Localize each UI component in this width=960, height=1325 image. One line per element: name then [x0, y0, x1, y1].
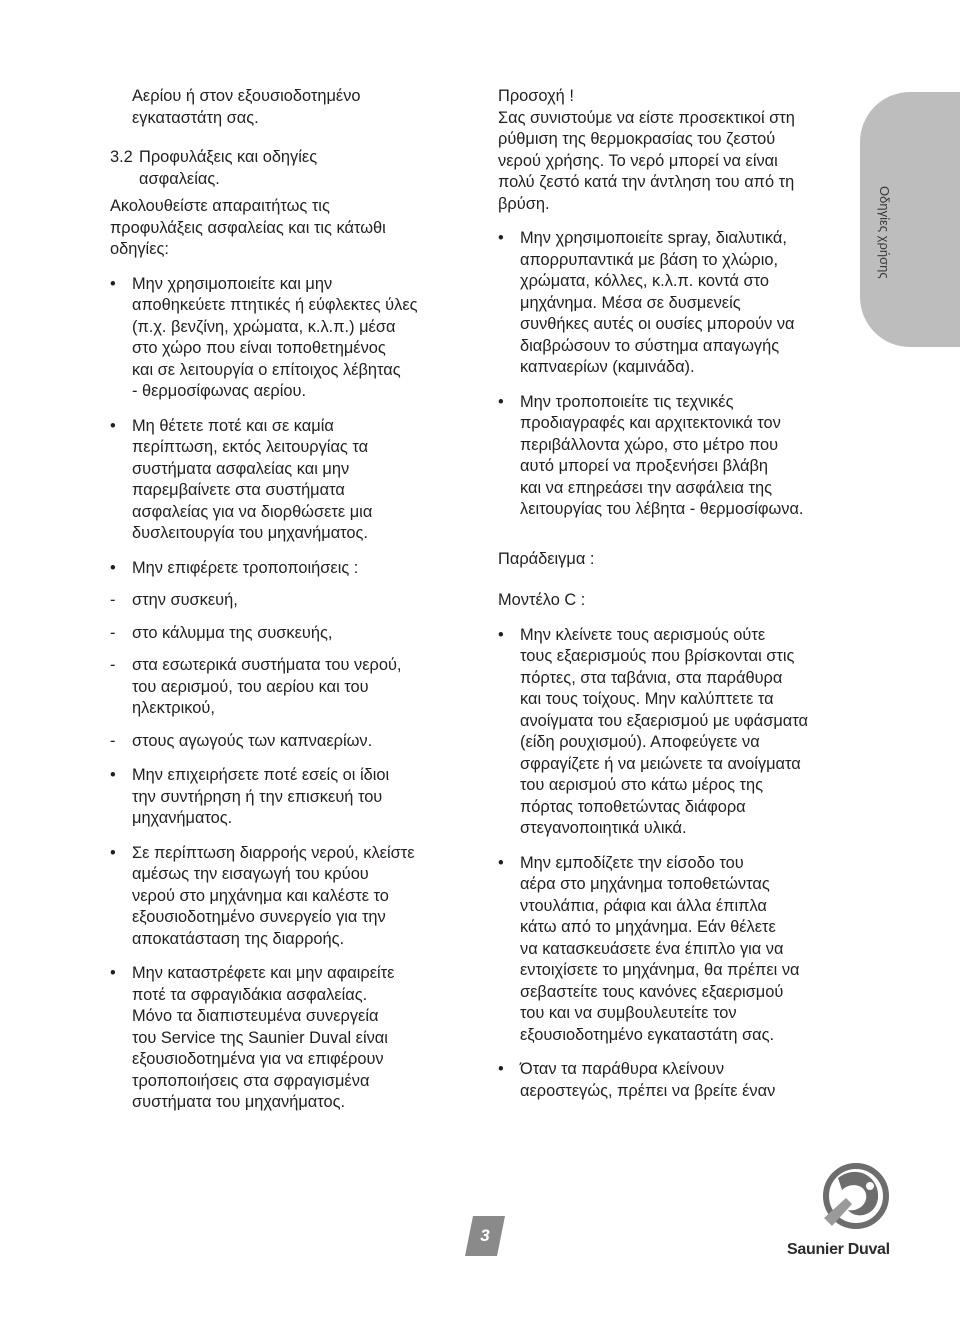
bullet-list [110, 765, 480, 1114]
bullet-item [110, 416, 480, 545]
warning-line: νερού χρήσης. Το νερό μπορεί να είναι [498, 151, 778, 170]
intro-line: Αερίου ή στον εξουσιοδοτημένο [132, 87, 361, 105]
right-column [498, 86, 858, 1102]
section-title: Προφυλάξεις και οδηγίες [139, 148, 318, 166]
warning-line: Σας συνιστούμε να είστε προσεκτικοί στη [498, 108, 795, 127]
bullet-item [110, 558, 480, 580]
list-item-line: κάτω από το μηχάνημα. Εάν θέλετε [520, 918, 776, 936]
list-item-line: • Μην χρησιμοποιείτε και μην [132, 274, 333, 293]
warning-line: πολύ ζεστό κατά την άντληση του από τη [498, 173, 795, 191]
list-item-line: λειτουργίας του λέβητα - θερμοσίφωνα. [520, 500, 804, 518]
model-label: Μοντέλο C : [498, 591, 586, 609]
warning-line: ρύθμιση της θερμοκρασίας του ζεστού [498, 130, 776, 148]
example-label: Παράδειγμα : [498, 549, 595, 568]
list-item-line: μηχάνημα. Μέσα σε δυσμενείς [520, 293, 741, 312]
bullet-item [498, 1059, 858, 1102]
list-item-line: συνθήκες αυτές οι ουσίες μπορούν να [520, 315, 795, 333]
brand-name: Saunier Duval [787, 1241, 890, 1258]
list-item-line: ασφαλείας για να διορθώσετε μια [132, 502, 373, 521]
list-item-line: • Μην τροποποιείτε τις τεχνικές [520, 392, 734, 411]
list-item-line: του Service της Saunier Duval είναι [132, 1028, 388, 1047]
lead-line: προφυλάξεις ασφαλείας και τις κάτωθι [110, 218, 386, 237]
list-item-line: αυτό μπορεί να προξενήσει βλάβη [520, 457, 768, 475]
dash-item [110, 731, 480, 753]
warning-line: βρύση. [498, 194, 550, 213]
lead-line: οδηγίες: [110, 240, 169, 258]
lead-line: Ακολουθείστε απαραιτήτως τις [110, 197, 330, 215]
list-item-line: • Μην κλείνετε τους αερισμούς ούτε [520, 625, 766, 644]
brand-logo-icon [818, 1158, 890, 1234]
list-item-line: καπναερίων (καμινάδα). [520, 358, 695, 376]
list-item-line: • Μην εμποδίζετε την είσοδο του [520, 853, 744, 872]
bullet-item [110, 274, 480, 403]
list-item-line: περιβάλλοντα χώρο, στο μέτρο που [520, 435, 779, 454]
list-item-line: συστήματα ασφαλείας και μην [132, 459, 350, 478]
list-item-line: ποτέ τα σφραγιδάκια ασφαλείας. [132, 985, 368, 1004]
list-item-line: περίπτωση, εκτός λειτουργίας τα [132, 438, 369, 456]
list-item-line: • Σε περίπτωση διαρροής νερού, κλείστε [132, 843, 415, 862]
section-title-continued: ασφαλείας. [139, 169, 220, 188]
bullet-list [498, 228, 858, 521]
list-item-line: - στους αγωγούς των καπναερίων. [132, 731, 373, 750]
list-item-line: εξουσιοδοτημένο συνεργείο για την [132, 908, 386, 926]
list-item-line: - στα εσωτερικά συστήματα του νερού, [132, 656, 402, 674]
list-item-line: αεροστεγώς, πρέπει να βρείτε έναν [520, 1081, 776, 1100]
list-item-line: • Μην καταστρέφετε και μην αφαιρείτε [132, 964, 395, 982]
dash-item [110, 590, 480, 612]
left-column [110, 86, 480, 1114]
list-item-line: (είδη ρουχισμού). Αποφεύγετε να [520, 733, 760, 751]
list-item-line: • Μην χρησιμοποιείτε spray, διαλυτικά, [520, 229, 787, 247]
intro-paragraph [110, 86, 480, 129]
bullet-list [110, 274, 480, 580]
section-number: 3.2 [110, 148, 133, 166]
list-item-line: τροποποιήσεις στα σφραγισμένα [132, 1071, 370, 1090]
list-item-line: στεγανοποιητικά υλικά. [520, 819, 687, 837]
list-item-line: δυσλειτουργία του μηχανήματος. [132, 524, 368, 542]
bullet-item [498, 625, 858, 840]
list-item-line: απορρυπαντικά με βάση το χλώριο, [520, 250, 779, 269]
list-item-line: εξουσιοδοτημένο εγκαταστάτη σας. [520, 1025, 775, 1044]
list-item-line: πόρτες, στα ταβάνια, στα παράθυρα [520, 668, 783, 687]
bullet-item [498, 392, 858, 521]
list-item-line: στο χώρο που είναι τοποθετημένος [132, 339, 386, 357]
list-item-line: εντοιχίσετε το μηχάνημα, θα πρέπει να [520, 961, 800, 979]
warning-line: Προσοχή ! [498, 87, 574, 105]
section-heading [110, 147, 480, 190]
list-item-line: • Μην επιφέρετε τροποποιήσεις : [132, 558, 359, 577]
list-item-line: - θερμοσίφωνας αερίου. [132, 382, 307, 400]
list-item-line: χρώματα, κόλλες, κ.λ.π. κοντά στο [520, 272, 769, 290]
page-number: 3 [480, 1226, 490, 1245]
list-item-line: αποκατάσταση της διαρροής. [132, 929, 345, 948]
list-item-line: του αερισμού, του αερίου και του [132, 677, 369, 696]
bullet-item [110, 765, 480, 830]
list-item-line: και τους τοίχους. Μην καλύπτετε τα [520, 690, 774, 708]
list-item-line: και να επηρεάσει την ασφάλεια της [520, 478, 773, 497]
list-item-line: αμέσως την εισαγωγή του κρύου [132, 865, 369, 883]
dash-list [110, 590, 480, 752]
intro-line: εγκαταστάτη σας. [132, 108, 259, 127]
list-item-line: συστήματα του μηχανήματος. [132, 1093, 346, 1111]
list-item-line: • Όταν τα παράθυρα κλείνουν [520, 1060, 725, 1078]
list-item-line: προδιαγραφές και αρχιτεκτονικά τον [520, 414, 781, 432]
list-item-line: του και να συμβουλευτείτε τον [520, 1004, 737, 1022]
list-item-line: σεβαστείτε τους κανόνες εξαερισμού [520, 982, 784, 1001]
list-item-line: - στο κάλυμμα της συσκευής, [132, 623, 333, 642]
list-item-line: μηχανήματος. [132, 809, 233, 827]
list-item-line: (π.χ. βενζίνη, χρώματα, κ.λ.π.) μέσα [132, 317, 396, 336]
list-item-line: αέρα στο μηχάνημα τοποθετώντας [520, 875, 770, 893]
list-item-line: τους εξαερισμούς που βρίσκονται στις [520, 647, 795, 665]
dash-item [110, 623, 480, 645]
list-item-line: νερού στο μηχάνημα και καλέστε το [132, 886, 389, 905]
lead-paragraph [110, 196, 480, 261]
list-item-line: - στην συσκευή, [132, 591, 238, 609]
list-item-line: αποθηκεύετε πτητικές ή εύφλεκτες ύλες [132, 296, 418, 314]
bullet-item [110, 843, 480, 951]
list-item-line: να κατασκευάσετε ένα έπιπλο για να [520, 939, 784, 958]
list-item-line: παρεμβαίνετε στα συστήματα [132, 481, 345, 499]
list-item-line: • Μην επιχειρήσετε ποτέ εσείς οι ίδιοι [132, 766, 390, 784]
bullet-list [498, 625, 858, 1103]
side-tab-label: Οδηγίες χρήσης [877, 186, 892, 279]
list-item-line: Μόνο τα διαπιστευμένα συνεργεία [132, 1007, 379, 1025]
list-item-line: του αερισμού στο κάτω μέρος της [520, 776, 764, 794]
bullet-item [110, 963, 480, 1114]
list-item-line: την συντήρηση ή την επισκευή του [132, 787, 383, 806]
list-item-line: διαβρώσουν το σύστημα απαγωγής [520, 336, 780, 355]
list-item-line: σφραγίζετε ή να μειώνετε τα ανοίγματα [520, 754, 801, 773]
list-item-line: πόρτας τοποθετώντας διάφορα [520, 797, 746, 816]
list-item-line: • Μη θέτετε ποτέ και σε καμία [132, 416, 334, 435]
list-item-line: εξουσιοδοτημένα για να επιφέρουν [132, 1050, 384, 1068]
dash-item [110, 655, 480, 720]
list-item-line: ανοίγματα του εξαερισμού με υφάσματα [520, 711, 808, 730]
list-item-line: ηλεκτρικού, [132, 699, 215, 717]
bullet-item [498, 228, 858, 379]
warning-paragraph [498, 86, 858, 215]
list-item-line: και σε λειτουργία ο επίτοιχος λέβητας [132, 360, 401, 379]
list-item-line: ντουλάπια, ράφια και άλλα έπιπλα [520, 896, 767, 915]
bullet-item [498, 853, 858, 1047]
